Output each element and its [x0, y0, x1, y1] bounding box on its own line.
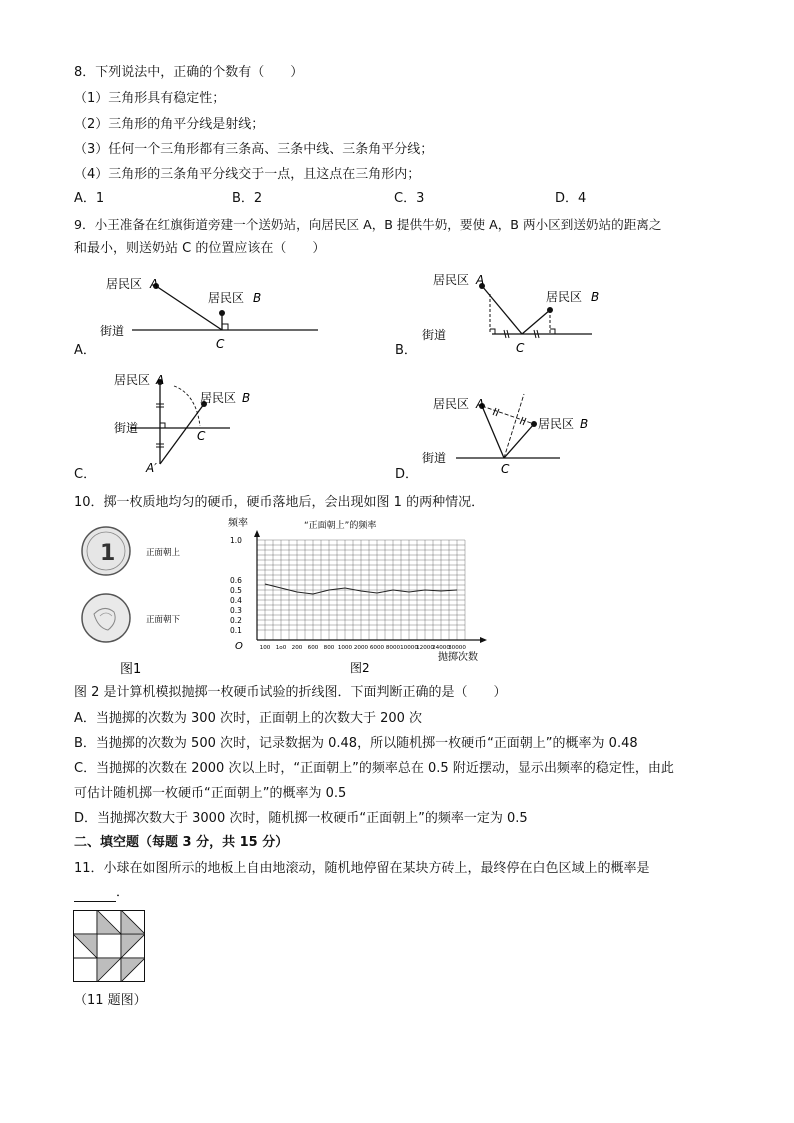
chart-ytick-label: 0.5 [230, 586, 242, 595]
chart-origin: O [235, 641, 243, 652]
chart-xlabel: 抛掷次数 [438, 652, 478, 663]
q10-frequency-chart [222, 514, 492, 679]
chart-xtick-label: 1o0 [275, 645, 287, 651]
q10-option-c[interactable]: C．当抛掷的次数在 2000 次以上时，“正面朝上”的频率总在 0.5 附近摆动，显示出频率的稳定性，由此 [74, 761, 674, 776]
q9d-label-c: C [501, 462, 510, 476]
q8-option-b[interactable]: B．2 [232, 191, 263, 206]
chart-xtick-label: 200 [291, 645, 303, 651]
q9a-label-b: B [253, 291, 262, 305]
q10-stem: 10．掷一枚质地均匀的硬币，硬币落地后，会出现如图 1 的两种情况． [74, 495, 485, 510]
q9c-res-a: 居民区 [114, 373, 151, 387]
q9b-label-c: C [516, 341, 525, 355]
q9d-street: 街道 [422, 451, 447, 465]
q9-option-b[interactable]: B． [395, 343, 417, 358]
q9c-label-b: B [242, 391, 251, 405]
q10-option-b[interactable]: B．当抛掷的次数为 500 次时，记录数据为 0.48，所以随机掷一枚硬币“正面朝上”的概率为 0.48 [74, 736, 638, 751]
q8-option-a[interactable]: A．1 [74, 191, 105, 206]
figure-1-caption: 图1 [120, 662, 142, 677]
section-2-title: 二、填空题（每题 3 分，共 15 分） [74, 835, 289, 850]
figure-2-caption: 图2 [350, 661, 370, 675]
q9a-label-a: A [150, 277, 159, 291]
q9c-label-c: C [197, 429, 206, 443]
q9d-res-a: 居民区 [433, 397, 470, 411]
q9b-label-a: A [476, 273, 485, 287]
q8-item-1: （1）三角形具有稳定性； [74, 91, 226, 106]
q9d-label-a: A [476, 397, 485, 411]
chart-ytick-label: 0.3 [230, 606, 242, 615]
q11-answer-line [74, 884, 129, 902]
q9a-res-a: 居民区 [106, 277, 143, 291]
q9c-label-a: A [156, 373, 165, 387]
q9-figure-b [400, 266, 630, 358]
chart-ytick-label: 0.2 [230, 616, 242, 625]
q8-item-3: （3）任何一个三角形都有三条高、三条中线、三条角平分线； [74, 142, 434, 157]
chart-xtick-label: 600 [307, 645, 319, 651]
q9-stem-2: 和最小，则送奶站 C 的位置应该在（ ） [74, 241, 326, 256]
q8-item-4: （4）三角形的三条角平分线交于一点，且这点在三角形内； [74, 167, 421, 182]
chart-ytick-label: 0.1 [230, 626, 242, 635]
q8-option-d[interactable]: D．4 [555, 191, 587, 206]
q8-option-c[interactable]: C．3 [394, 191, 425, 206]
q11-tail: ． [116, 885, 130, 900]
q9-option-c[interactable]: C． [74, 467, 97, 482]
q9-figure-d [400, 388, 630, 480]
coin-tails-label: 正面朝下 [146, 615, 181, 625]
q9c-label-a-prime: A′ [146, 461, 157, 475]
chart-xtick-label: 800 [323, 645, 335, 651]
coin-heads-label: 正面朝上 [146, 548, 181, 558]
q9b-res-a: 居民区 [433, 273, 470, 287]
q11-caption: （11 题图） [74, 993, 147, 1008]
chart-ylabel: 频率 [228, 518, 248, 529]
q10-option-d[interactable]: D．当抛掷次数大于 3000 次时，随机掷一枚硬币“正面朝上”的频率一定为 0.5 [74, 811, 528, 826]
q9-option-a[interactable]: A． [74, 343, 96, 358]
q9c-res-b: 居民区 [200, 391, 237, 405]
chart-xtick-label: 12000 [416, 645, 434, 651]
chart-xtick-label: 6000 [369, 645, 385, 651]
coin-numeral: 1 [100, 541, 116, 566]
q9d-label-b: B [580, 417, 589, 431]
chart-ytick-label: 1.0 [230, 536, 242, 545]
q8-item-2: （2）三角形的角平分线是射线； [74, 117, 265, 132]
chart-xtick-label: 1000 [337, 645, 353, 651]
chart-ytick-label: 0.6 [230, 576, 242, 585]
q9d-res-b: 居民区 [538, 417, 575, 431]
q9b-res-b: 居民区 [546, 290, 583, 304]
chart-xtick-label: 24000 [432, 645, 450, 651]
q9-stem-1: 9．小王准备在红旗街道旁建一个送奶站，向居民区 A，B 提供牛奶，要使 A，B 两小区到送奶站的距离之 [74, 217, 662, 232]
q10-option-c-cont: 可估计随机掷一枚硬币“正面朝上”的概率为 0.5 [74, 786, 347, 801]
q9-option-d[interactable]: D． [395, 467, 419, 482]
chart-xtick-label: 10000 [400, 645, 418, 651]
q11-answer-blank[interactable] [74, 887, 116, 902]
chart-ytick-label: 0.4 [230, 596, 242, 605]
q9c-street: 街道 [114, 421, 139, 435]
q9-figure-a [70, 268, 370, 360]
chart-xtick-label: 8000 [385, 645, 401, 651]
q11-stem: 11．小球在如图所示的地板上自由地滚动，随机地停留在某块方砖上，最终停在白色区域上的概率是 [74, 861, 650, 876]
chart-xtick-label: 2000 [353, 645, 369, 651]
q9a-res-b: 居民区 [208, 291, 245, 305]
q9-figure-c [70, 368, 370, 478]
chart-y-axis-arrow [254, 530, 260, 537]
q11-floor-tiles [73, 910, 145, 982]
chart-xtick-label: 100 [259, 645, 271, 651]
q10-option-a[interactable]: A．当抛掷的次数为 300 次时，正面朝上的次数大于 200 次 [74, 711, 423, 726]
q9a-street: 街道 [100, 324, 125, 338]
q10-question: 图 2 是计算机模拟抛掷一枚硬币试验的折线图．下面判断正确的是（ ） [74, 685, 507, 700]
chart-xtick-label: 30000 [448, 645, 466, 651]
q8-stem: 8．下列说法中，正确的个数有（ ） [74, 65, 304, 80]
q10-figure-1 [74, 518, 204, 678]
q9a-label-c: C [216, 337, 225, 351]
chart-title: “正面朝上”的频率 [304, 521, 377, 531]
chart-x-axis-arrow [480, 637, 487, 643]
q9b-label-b: B [591, 290, 600, 304]
q9b-street: 街道 [422, 328, 447, 342]
